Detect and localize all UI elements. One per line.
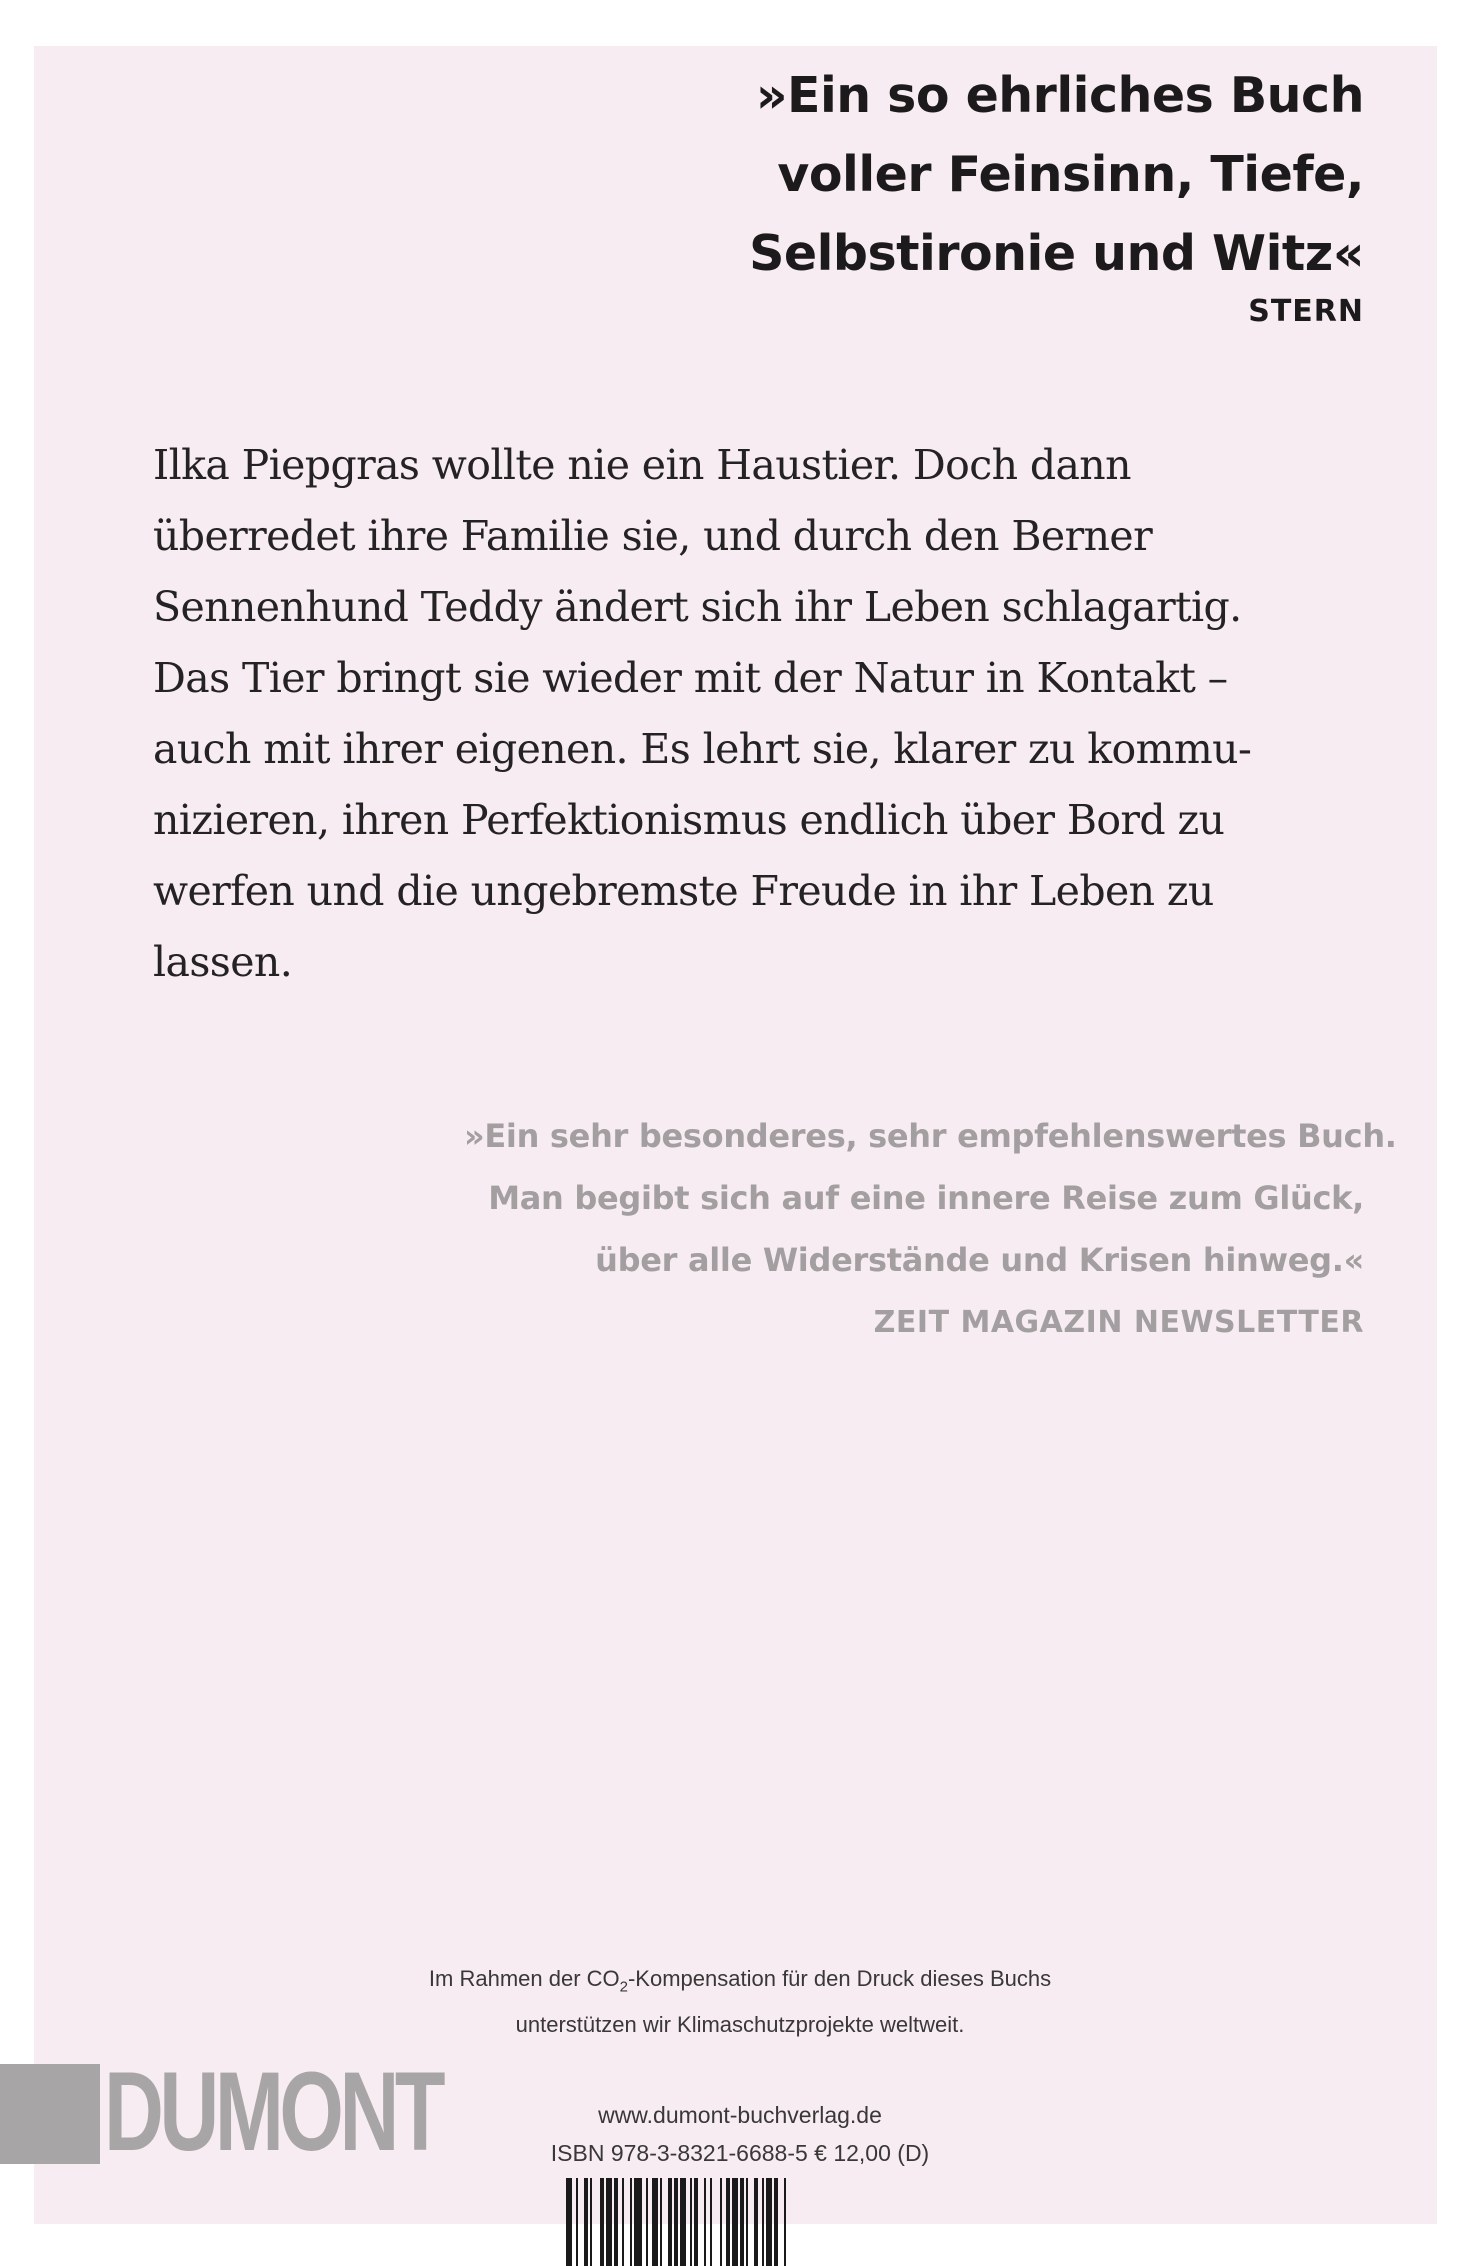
logo-bar (0, 2064, 100, 2164)
quote-line: »Ein so ehrliches Buch (755, 67, 1364, 124)
co2-line (300, 1960, 1180, 2006)
quote-line: »Ein sehr besonderes, sehr empfehlenswertes Buch. (464, 1117, 1397, 1155)
isbn-price: ISBN 978-3-8321-6688-5 € 12,00 (D) (550, 2140, 930, 2166)
blurb-line: lassen. (153, 938, 293, 986)
blurb-line: überredet ihre Familie sie, und durch den Berner (153, 512, 1153, 560)
blurb-line: auch mit ihrer eigenen. Es lehrt sie, klarer zu kommu- (153, 725, 1252, 773)
co2-text: -Kompensation für den Druck dieses Buchs (627, 1966, 1052, 1991)
publisher-logo: DUMONT (104, 2049, 442, 2174)
quote-line: über alle Widerstände und Krisen hinweg.« (595, 1241, 1364, 1279)
blurb-line: werfen und die ungebremste Freude in ihr Leben zu (153, 867, 1214, 915)
blurb-line: Sennenhund Teddy ändert sich ihr Leben schlagartig. (153, 583, 1242, 631)
co2-subscript: 2 (619, 1978, 628, 1996)
quote-line: Selbstironie und Witz« (749, 225, 1364, 282)
review-quote-stern (644, 56, 1364, 293)
review-quote-zeit (464, 1105, 1397, 1291)
blurb-line: Ilka Piepgras wollte nie ein Haustier. Doch dann (153, 441, 1131, 489)
co2-line: unterstützen wir Klimaschutzprojekte weltweit. (515, 2012, 965, 2038)
co2-text: Im Rahmen der CO (428, 1966, 620, 1991)
quote-source: STERN (1248, 294, 1364, 329)
blurb-line: nizieren, ihren Perfektionismus endlich über Bord zu (153, 796, 1225, 844)
book-blurb (153, 430, 1283, 998)
blurb-line: Das Tier bringt sie wieder mit der Natur in Kontakt – (153, 654, 1228, 702)
quote-line: voller Feinsinn, Tiefe, (777, 146, 1364, 203)
quote-source: ZEIT MAGAZIN NEWSLETTER (873, 1305, 1364, 1340)
barcode-icon (560, 2178, 880, 2266)
co2-notice (300, 1960, 1180, 2044)
publisher-website[interactable]: www.dumont-buchverlag.de (598, 2102, 882, 2128)
quote-line: Man begibt sich auf eine innere Reise zum Glück, (488, 1179, 1364, 1217)
imprint (520, 2096, 960, 2172)
